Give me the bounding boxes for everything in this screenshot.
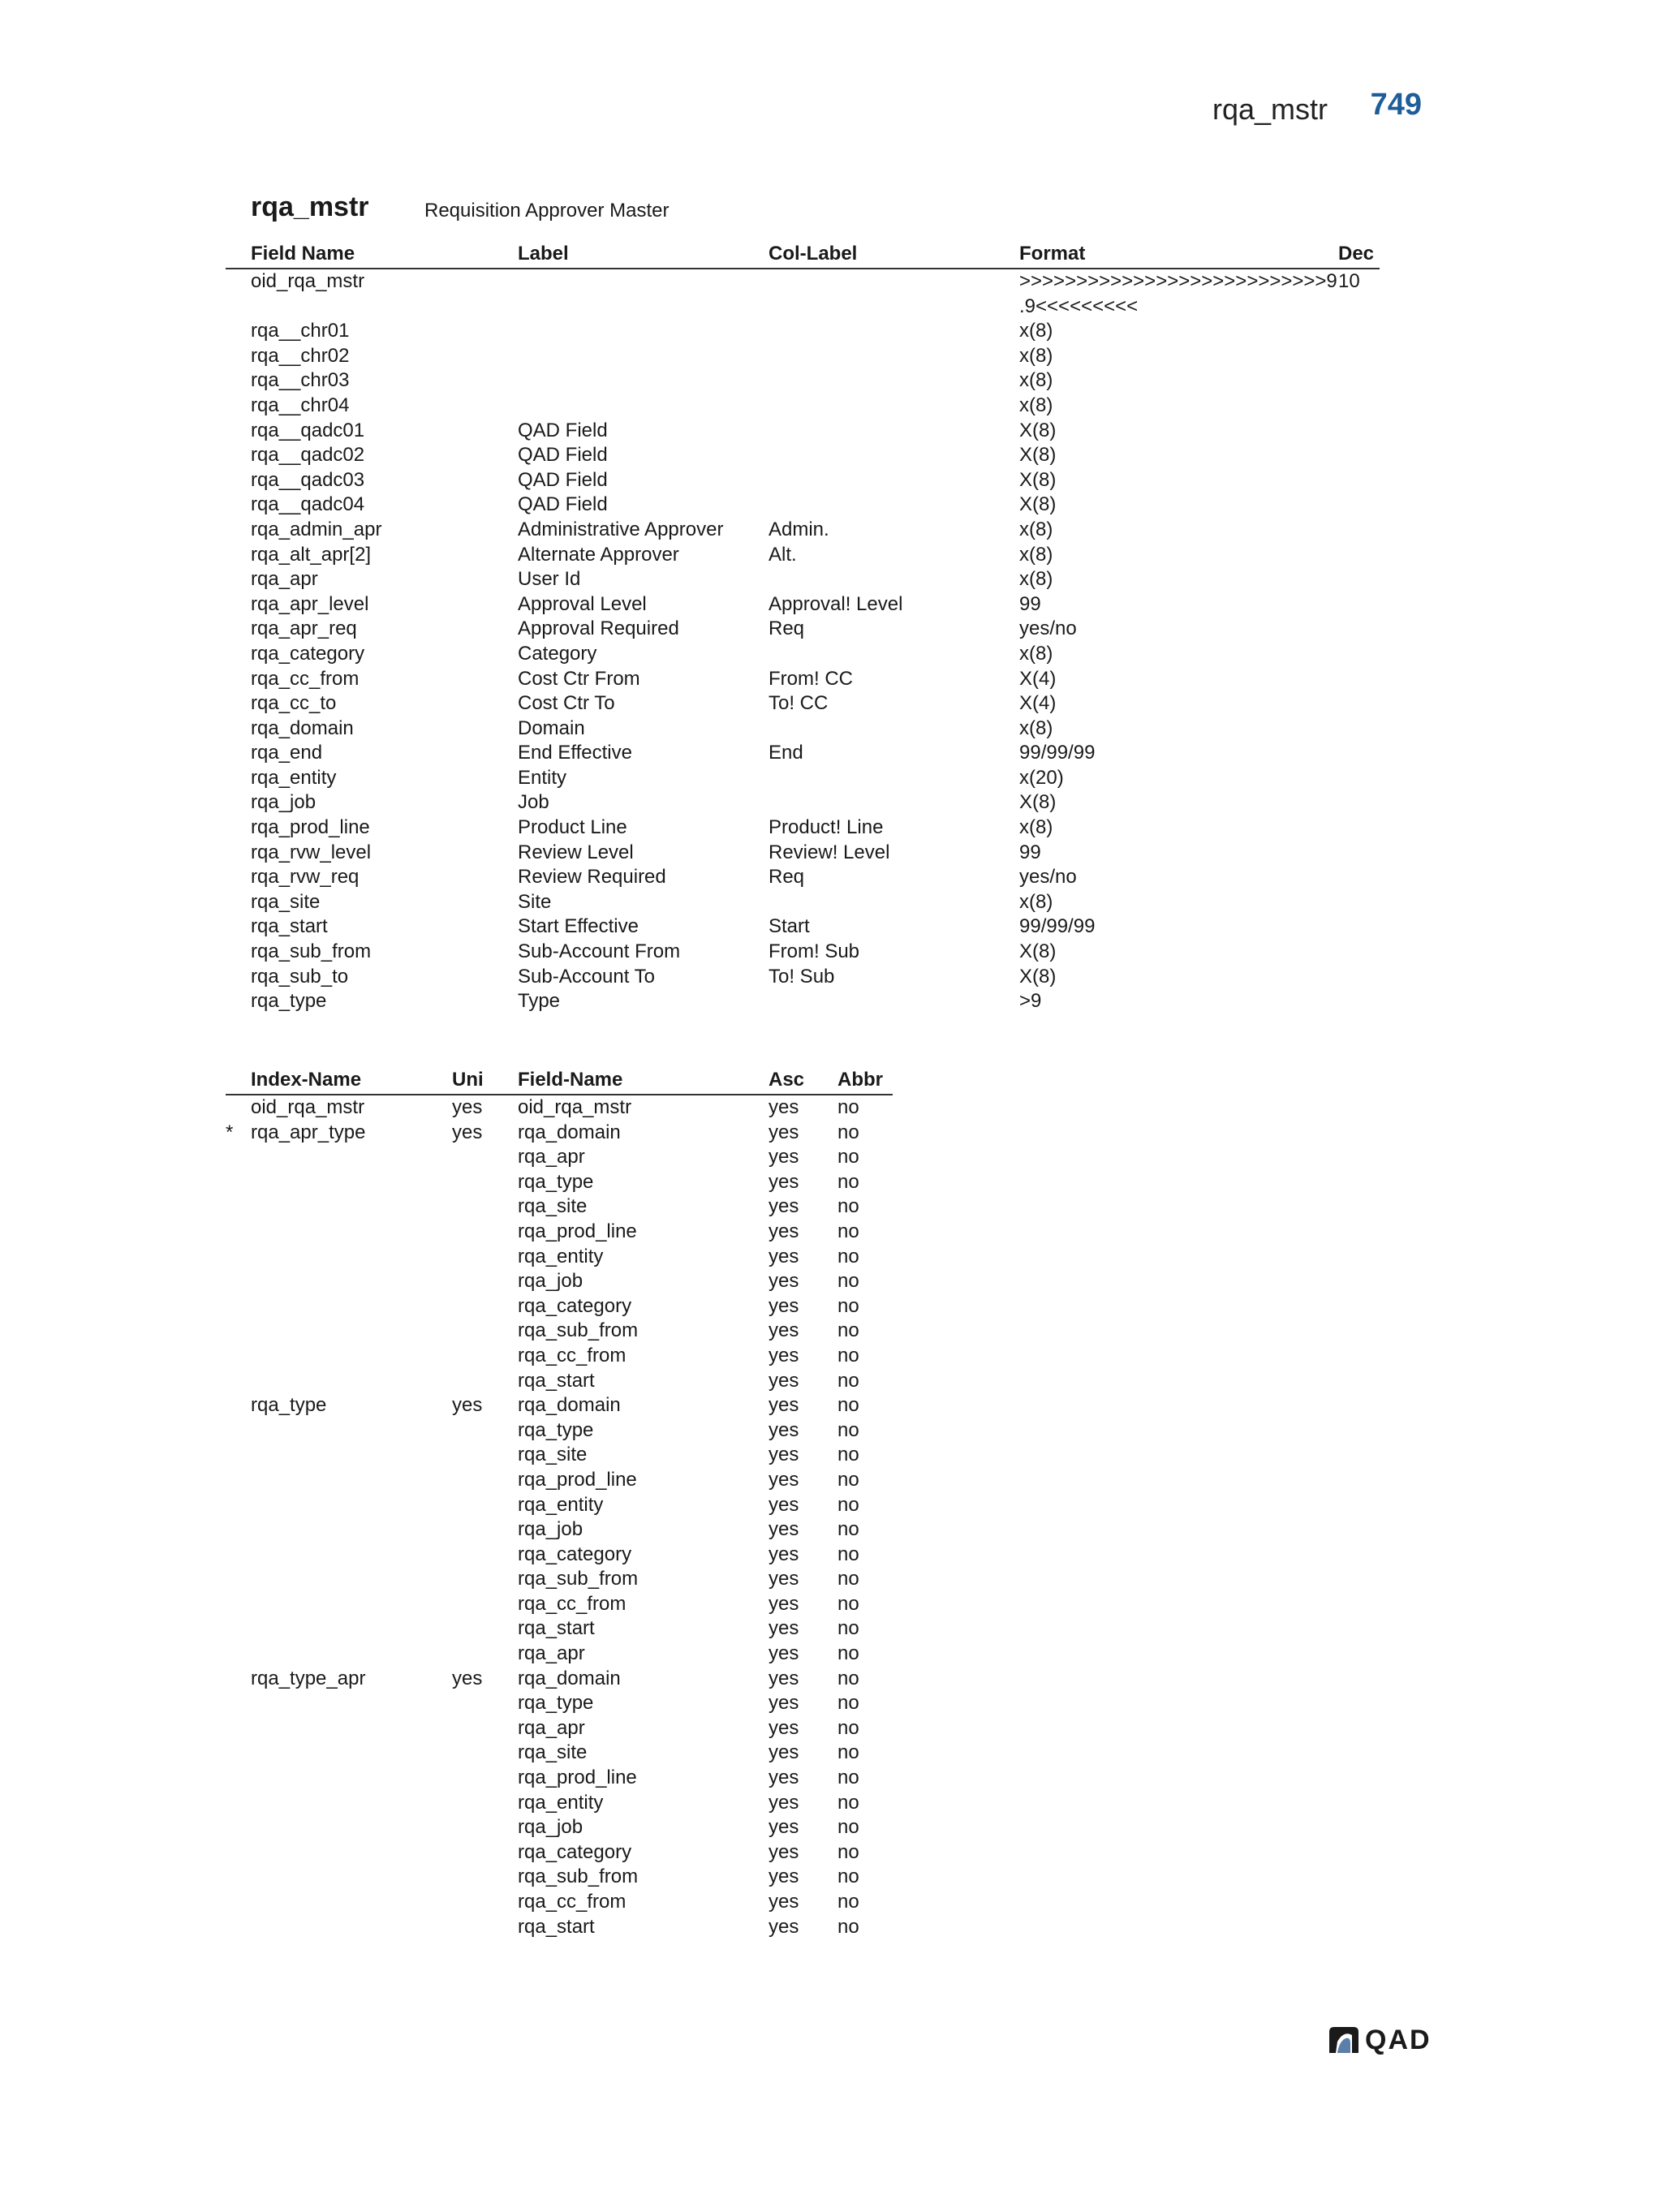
- index-asc: yes: [769, 1816, 799, 1839]
- field-row: [226, 419, 1380, 444]
- index-row: [226, 1840, 893, 1866]
- index-field-name: rqa_type: [518, 1418, 594, 1441]
- index-abbr: no: [837, 1891, 859, 1913]
- index-asc: yes: [769, 1418, 799, 1441]
- index-asc: yes: [769, 1667, 799, 1689]
- field-format: x(8): [1019, 890, 1053, 913]
- field-label: User Id: [518, 568, 581, 591]
- field-format: 99/99/99: [1019, 915, 1096, 938]
- index-table: [226, 1068, 893, 1939]
- index-field-name: rqa_cc_from: [518, 1891, 626, 1913]
- field-name: rqa__qadc02: [251, 444, 365, 467]
- field-col-label: Alt.: [769, 543, 797, 566]
- field-name: oid_rqa_mstr: [251, 270, 365, 292]
- field-name: rqa_domain: [251, 717, 354, 739]
- index-abbr: no: [837, 1493, 859, 1516]
- index-asc: yes: [769, 1617, 799, 1640]
- field-name: rqa_admin_apr: [251, 518, 382, 540]
- index-row: [226, 1121, 893, 1146]
- field-row: [226, 518, 1380, 543]
- field-format: x(8): [1019, 642, 1053, 665]
- field-format: >9: [1019, 990, 1042, 1013]
- field-row: [226, 741, 1380, 766]
- index-abbr: no: [837, 1394, 859, 1417]
- index-field-name: rqa_start: [518, 1369, 595, 1392]
- field-row: [226, 642, 1380, 667]
- index-row: [226, 1393, 893, 1418]
- field-label: Category: [518, 642, 597, 665]
- index-asc: yes: [769, 1270, 799, 1293]
- field-row: [226, 890, 1380, 915]
- index-field-name: rqa_cc_from: [518, 1592, 626, 1615]
- index-abbr: no: [837, 1592, 859, 1615]
- index-row: [226, 1493, 893, 1518]
- index-field-name: rqa_sub_from: [518, 1319, 639, 1342]
- field-row: [226, 914, 1380, 940]
- qad-logo-text: QAD: [1365, 2025, 1432, 2055]
- field-format: 99/99/99: [1019, 742, 1096, 764]
- index-asc: yes: [769, 1543, 799, 1565]
- index-field-name: rqa_apr: [518, 1716, 585, 1739]
- header-index-name: Index-Name: [251, 1069, 362, 1091]
- index-row: [226, 1691, 893, 1716]
- index-row: [226, 1269, 893, 1294]
- field-format: x(8): [1019, 543, 1053, 566]
- field-format: 99: [1019, 841, 1041, 863]
- primary-index-marker: *: [226, 1121, 234, 1143]
- field-name: rqa_entity: [251, 766, 337, 789]
- qad-logo: [1328, 2023, 1449, 2057]
- field-name: rqa_cc_to: [251, 692, 337, 715]
- field-row: [226, 841, 1380, 866]
- table-name: rqa_mstr: [251, 192, 369, 222]
- index-abbr: no: [837, 1840, 859, 1863]
- field-label: Domain: [518, 717, 585, 739]
- index-field-name: rqa_site: [518, 1741, 588, 1764]
- index-row: [226, 1369, 893, 1394]
- field-name: rqa__chr02: [251, 344, 350, 367]
- index-field-name: rqa_prod_line: [518, 1220, 637, 1242]
- field-format: >>>>>>>>>>>>>>>>>>>>>>>>>>>9: [1019, 270, 1337, 292]
- field-name: rqa_category: [251, 642, 365, 665]
- field-format: x(8): [1019, 568, 1053, 591]
- field-name: rqa_cc_from: [251, 667, 360, 690]
- index-row: [226, 1741, 893, 1766]
- index-field-name: rqa_category: [518, 1840, 632, 1863]
- field-format: X(8): [1019, 965, 1057, 988]
- field-label: Type: [518, 990, 561, 1013]
- index-row: [226, 1245, 893, 1270]
- field-rows: [226, 319, 1380, 1014]
- index-asc: yes: [769, 1642, 799, 1665]
- index-asc: yes: [769, 1096, 799, 1118]
- field-label: End Effective: [518, 742, 632, 764]
- index-abbr: no: [837, 1220, 859, 1242]
- field-name: rqa__chr01: [251, 320, 350, 342]
- field-row: [226, 443, 1380, 468]
- index-abbr: no: [837, 1568, 859, 1590]
- field-format: X(8): [1019, 940, 1057, 963]
- index-abbr: no: [837, 1543, 859, 1565]
- index-field-name: oid_rqa_mstr: [518, 1096, 632, 1118]
- field-col-label: From! Sub: [769, 940, 860, 963]
- field-format: x(8): [1019, 518, 1053, 540]
- field-label: Administrative Approver: [518, 518, 724, 540]
- index-field-name: rqa_job: [518, 1816, 583, 1839]
- field-row: [226, 691, 1380, 717]
- field-format: yes/no: [1019, 866, 1077, 889]
- index-abbr: no: [837, 1767, 859, 1789]
- index-abbr: no: [837, 1791, 859, 1814]
- field-col-label: Approval! Level: [769, 592, 903, 615]
- field-col-label: Req: [769, 866, 805, 889]
- index-row: [226, 1194, 893, 1220]
- field-label: Sub-Account To: [518, 965, 655, 988]
- field-row: [226, 717, 1380, 742]
- field-label: Alternate Approver: [518, 543, 679, 566]
- field-col-label: From! CC: [769, 667, 853, 690]
- index-field-name: rqa_category: [518, 1543, 632, 1565]
- table-description: Requisition Approver Master: [424, 200, 670, 222]
- index-asc: yes: [769, 1344, 799, 1366]
- index-row: [226, 1567, 893, 1592]
- index-row: [226, 1865, 893, 1890]
- header-label: Label: [518, 243, 569, 265]
- index-field-name: rqa_domain: [518, 1667, 621, 1689]
- field-row: [226, 344, 1380, 369]
- index-abbr: no: [837, 1518, 859, 1541]
- index-rows: [226, 1095, 893, 1939]
- field-col-label: To! Sub: [769, 965, 835, 988]
- field-label: Start Effective: [518, 915, 639, 938]
- field-name: rqa_apr_req: [251, 618, 357, 640]
- field-col-label: Admin.: [769, 518, 829, 540]
- field-name: rqa_alt_apr[2]: [251, 543, 372, 566]
- index-asc: yes: [769, 1568, 799, 1590]
- index-field-name: rqa_apr: [518, 1642, 585, 1665]
- index-asc: yes: [769, 1741, 799, 1764]
- field-format: X(4): [1019, 692, 1057, 715]
- index-asc: yes: [769, 1121, 799, 1143]
- header-abbr: Abbr: [837, 1069, 883, 1091]
- field-name: rqa__qadc03: [251, 468, 365, 491]
- field-row: [226, 940, 1380, 965]
- field-row: [226, 319, 1380, 344]
- index-abbr: no: [837, 1667, 859, 1689]
- index-asc: yes: [769, 1245, 799, 1267]
- field-format: X(8): [1019, 493, 1057, 516]
- index-field-name: rqa_entity: [518, 1493, 604, 1516]
- field-row: [226, 667, 1380, 692]
- field-format: x(20): [1019, 766, 1064, 789]
- field-col-label: Req: [769, 618, 805, 640]
- page-number: 749: [1370, 88, 1422, 122]
- field-row: [226, 766, 1380, 791]
- field-format: x(8): [1019, 394, 1053, 416]
- field-format: x(8): [1019, 369, 1053, 392]
- field-name: rqa__chr03: [251, 369, 350, 392]
- index-asc: yes: [769, 1891, 799, 1913]
- field-format: x(8): [1019, 344, 1053, 367]
- index-abbr: no: [837, 1319, 859, 1342]
- index-row: [226, 1616, 893, 1642]
- header-field-name: Field Name: [251, 243, 355, 265]
- field-name: rqa_sub_from: [251, 940, 372, 963]
- field-row: [226, 269, 1380, 319]
- header-col-label: Col-Label: [769, 243, 858, 265]
- header-index-field-name: Field-Name: [518, 1069, 623, 1091]
- index-field-name: rqa_job: [518, 1270, 583, 1293]
- field-name: rqa_apr_level: [251, 592, 369, 615]
- index-asc: yes: [769, 1170, 799, 1193]
- index-name: rqa_type_apr: [251, 1667, 366, 1689]
- index-row: [226, 1443, 893, 1468]
- qad-logo-icon: [1328, 2025, 1360, 2055]
- index-field-name: rqa_category: [518, 1294, 632, 1317]
- field-label: Job: [518, 791, 549, 814]
- field-row: [226, 394, 1380, 419]
- index-abbr: no: [837, 1866, 859, 1888]
- index-abbr: no: [837, 1121, 859, 1143]
- index-abbr: no: [837, 1741, 859, 1764]
- index-abbr: no: [837, 1915, 859, 1938]
- index-row: [226, 1592, 893, 1617]
- header-format: Format: [1019, 243, 1086, 265]
- field-col-label: Review! Level: [769, 841, 890, 863]
- field-name: rqa_prod_line: [251, 816, 370, 839]
- index-field-name: rqa_prod_line: [518, 1468, 637, 1491]
- index-asc: yes: [769, 1319, 799, 1342]
- index-asc: yes: [769, 1692, 799, 1715]
- index-field-name: rqa_domain: [518, 1394, 621, 1417]
- index-row: [226, 1890, 893, 1915]
- index-asc: yes: [769, 1840, 799, 1863]
- index-row: [226, 1418, 893, 1444]
- index-row: [226, 1517, 893, 1543]
- index-name: rqa_type: [251, 1394, 327, 1417]
- field-row: [226, 543, 1380, 568]
- index-asc: yes: [769, 1518, 799, 1541]
- field-label: Site: [518, 890, 552, 913]
- index-row: [226, 1170, 893, 1195]
- field-row: [226, 816, 1380, 841]
- index-row: [226, 1344, 893, 1369]
- field-label: Cost Ctr To: [518, 692, 615, 715]
- index-row: [226, 1915, 893, 1940]
- field-table-header: [226, 242, 1380, 269]
- index-abbr: no: [837, 1642, 859, 1665]
- index-field-name: rqa_site: [518, 1195, 588, 1218]
- index-asc: yes: [769, 1220, 799, 1242]
- index-field-name: rqa_apr: [518, 1146, 585, 1168]
- field-label: QAD Field: [518, 444, 608, 467]
- field-format-continued: .9<<<<<<<<<: [1019, 295, 1139, 317]
- index-field-name: rqa_type: [518, 1170, 594, 1193]
- field-format: X(8): [1019, 791, 1057, 814]
- field-name: rqa_sub_to: [251, 965, 349, 988]
- field-format: X(8): [1019, 444, 1057, 467]
- index-field-name: rqa_cc_from: [518, 1344, 626, 1366]
- index-unique: yes: [452, 1667, 483, 1689]
- field-dec: 10: [1338, 270, 1360, 292]
- index-name: oid_rqa_mstr: [251, 1096, 365, 1118]
- index-name: rqa_apr_type: [251, 1121, 366, 1143]
- field-label: QAD Field: [518, 493, 608, 516]
- field-row: [226, 865, 1380, 890]
- field-row: [226, 790, 1380, 816]
- index-abbr: no: [837, 1816, 859, 1839]
- index-asc: yes: [769, 1195, 799, 1218]
- index-unique: yes: [452, 1096, 483, 1118]
- index-abbr: no: [837, 1170, 859, 1193]
- field-label: Approval Required: [518, 618, 679, 640]
- index-abbr: no: [837, 1195, 859, 1218]
- field-format: X(8): [1019, 468, 1057, 491]
- index-row: [226, 1145, 893, 1170]
- field-format: 99: [1019, 592, 1041, 615]
- index-asc: yes: [769, 1493, 799, 1516]
- index-field-name: rqa_type: [518, 1692, 594, 1715]
- index-row: [226, 1642, 893, 1667]
- field-label: Product Line: [518, 816, 627, 839]
- index-unique: yes: [452, 1394, 483, 1417]
- field-label: Review Level: [518, 841, 634, 863]
- field-name: rqa_apr: [251, 568, 318, 591]
- index-abbr: no: [837, 1344, 859, 1366]
- index-abbr: no: [837, 1294, 859, 1317]
- index-row: [226, 1716, 893, 1741]
- field-col-label: Product! Line: [769, 816, 884, 839]
- field-format: X(8): [1019, 419, 1057, 441]
- field-format: X(4): [1019, 667, 1057, 690]
- field-format: x(8): [1019, 816, 1053, 839]
- index-abbr: no: [837, 1617, 859, 1640]
- index-unique: yes: [452, 1121, 483, 1143]
- index-asc: yes: [769, 1791, 799, 1814]
- index-asc: yes: [769, 1444, 799, 1466]
- index-field-name: rqa_entity: [518, 1791, 604, 1814]
- index-field-name: rqa_start: [518, 1617, 595, 1640]
- field-name: rqa_rvw_level: [251, 841, 372, 863]
- field-row: [226, 468, 1380, 493]
- field-label: QAD Field: [518, 419, 608, 441]
- field-label: Cost Ctr From: [518, 667, 640, 690]
- field-name: rqa_start: [251, 915, 328, 938]
- field-row: [226, 989, 1380, 1014]
- index-abbr: no: [837, 1444, 859, 1466]
- index-abbr: no: [837, 1245, 859, 1267]
- index-abbr: no: [837, 1096, 859, 1118]
- index-table-header: [226, 1068, 893, 1095]
- index-field-name: rqa_sub_from: [518, 1568, 639, 1590]
- index-abbr: no: [837, 1418, 859, 1441]
- index-asc: yes: [769, 1716, 799, 1739]
- index-asc: yes: [769, 1767, 799, 1789]
- field-name: rqa_type: [251, 990, 327, 1013]
- index-row: [226, 1815, 893, 1840]
- field-format: yes/no: [1019, 618, 1077, 640]
- header-uni: Uni: [452, 1069, 484, 1091]
- field-label: QAD Field: [518, 468, 608, 491]
- field-name: rqa_end: [251, 742, 323, 764]
- index-row: [226, 1766, 893, 1791]
- index-field-name: rqa_job: [518, 1518, 583, 1541]
- index-abbr: no: [837, 1692, 859, 1715]
- index-field-name: rqa_prod_line: [518, 1767, 637, 1789]
- field-row: [226, 592, 1380, 618]
- index-abbr: no: [837, 1716, 859, 1739]
- index-row: [226, 1220, 893, 1245]
- index-asc: yes: [769, 1369, 799, 1392]
- field-row: [226, 567, 1380, 592]
- index-row: [226, 1667, 893, 1692]
- index-abbr: no: [837, 1468, 859, 1491]
- field-col-label: Start: [769, 915, 810, 938]
- index-asc: yes: [769, 1146, 799, 1168]
- index-asc: yes: [769, 1592, 799, 1615]
- header-dec: Dec: [1338, 243, 1375, 265]
- index-row: [226, 1791, 893, 1816]
- field-name: rqa_rvw_req: [251, 866, 360, 889]
- index-asc: yes: [769, 1468, 799, 1491]
- index-row: [226, 1468, 893, 1493]
- field-format: x(8): [1019, 320, 1053, 342]
- field-table: [226, 242, 1380, 1014]
- running-head: [1055, 88, 1428, 131]
- field-format: x(8): [1019, 717, 1053, 739]
- field-label: Approval Level: [518, 592, 647, 615]
- index-row: [226, 1319, 893, 1344]
- field-name: rqa_job: [251, 791, 316, 814]
- index-asc: yes: [769, 1394, 799, 1417]
- index-row: [226, 1543, 893, 1568]
- index-abbr: no: [837, 1369, 859, 1392]
- field-name: rqa_site: [251, 890, 321, 913]
- index-row: [226, 1294, 893, 1319]
- index-field-name: rqa_site: [518, 1444, 588, 1466]
- field-row: [226, 493, 1380, 518]
- field-label: Review Required: [518, 866, 666, 889]
- field-row: [226, 617, 1380, 642]
- field-name: rqa__qadc01: [251, 419, 365, 441]
- field-row: [226, 368, 1380, 394]
- field-name: rqa__qadc04: [251, 493, 365, 516]
- index-asc: yes: [769, 1915, 799, 1938]
- index-field-name: rqa_domain: [518, 1121, 621, 1143]
- running-head-title: rqa_mstr: [1212, 93, 1328, 126]
- index-field-name: rqa_entity: [518, 1245, 604, 1267]
- field-col-label: End: [769, 742, 803, 764]
- field-label: Sub-Account From: [518, 940, 681, 963]
- field-label: Entity: [518, 766, 567, 789]
- index-row: [226, 1095, 893, 1121]
- index-asc: yes: [769, 1294, 799, 1317]
- index-field-name: rqa_sub_from: [518, 1866, 639, 1888]
- field-name: rqa__chr04: [251, 394, 350, 416]
- index-abbr: no: [837, 1146, 859, 1168]
- header-asc: Asc: [769, 1069, 805, 1091]
- index-asc: yes: [769, 1866, 799, 1888]
- index-field-name: rqa_start: [518, 1915, 595, 1938]
- field-col-label: To! CC: [769, 692, 829, 715]
- field-row: [226, 965, 1380, 990]
- index-abbr: no: [837, 1270, 859, 1293]
